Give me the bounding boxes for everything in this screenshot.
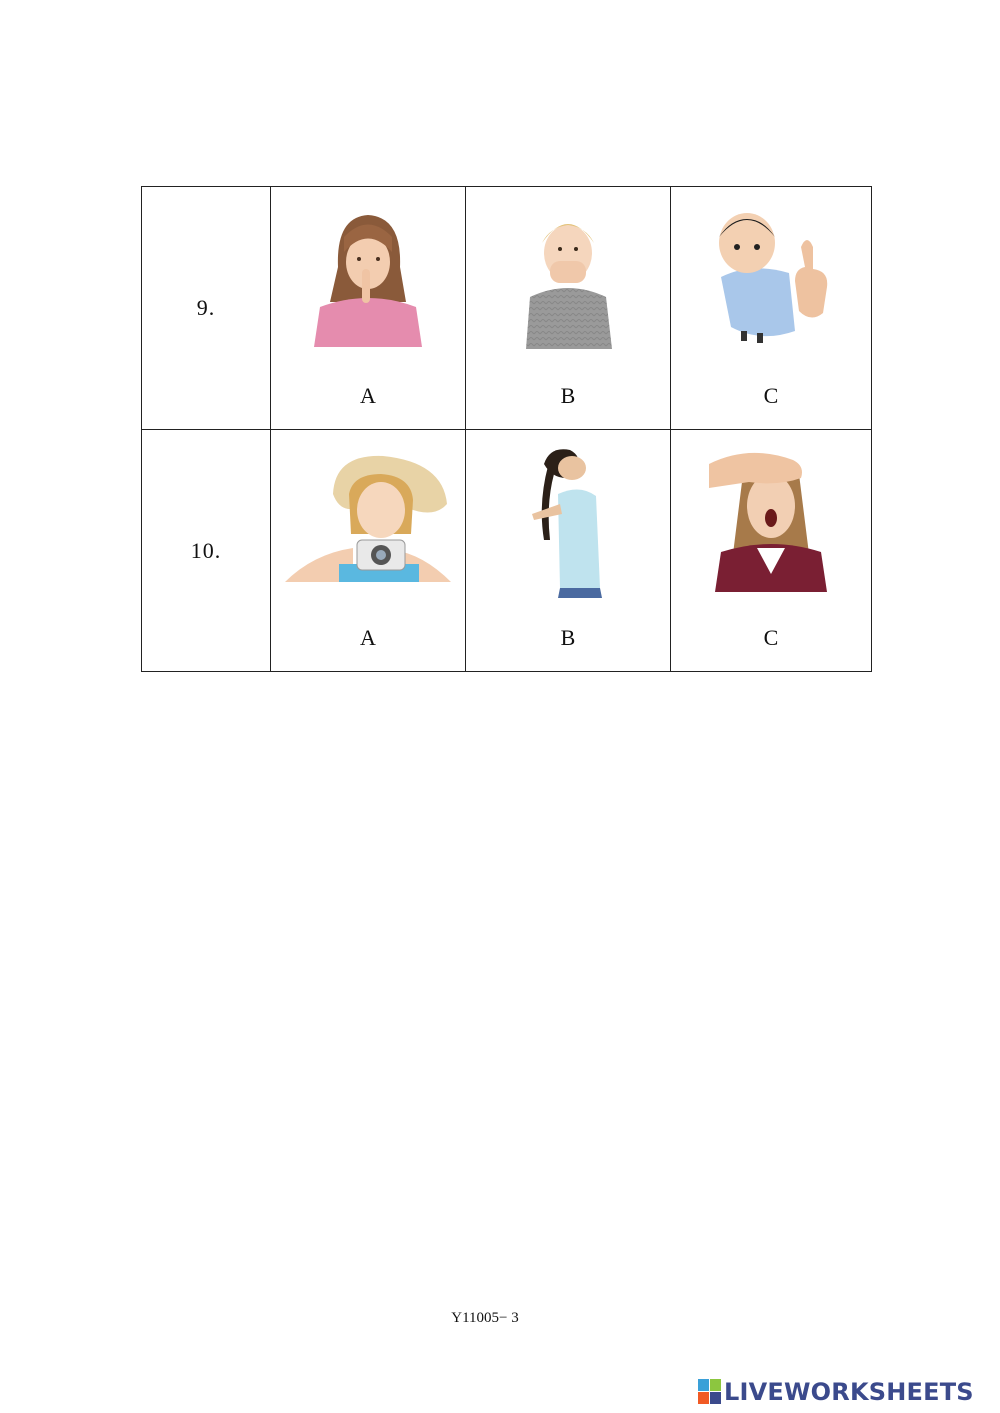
page-footer [0,1310,1000,1327]
liveworksheets-logo[interactable] [698,1378,974,1406]
option-cell-c[interactable] [671,187,872,430]
girl-with-camera-photo [283,454,453,584]
question-row-10 [142,430,872,672]
option-label: B [560,625,576,650]
question-number-cell [142,430,271,672]
question-row-9 [142,187,872,430]
liveworksheets-mark-icon [698,1379,722,1405]
logo-text: LIVEWORKSHEETS [724,1378,974,1406]
girl-thinking-photo [308,207,428,347]
boy-hands-over-mouth-photo [516,205,620,349]
option-label: C [763,625,779,650]
page-code: Y11005− 3 [451,1310,519,1326]
option-label: A [360,625,376,650]
woman-eyes-covered-photo [709,444,833,592]
option-label: B [560,383,576,408]
option-cell-c[interactable] [671,430,872,672]
option-label: A [360,383,376,408]
option-cell-b[interactable] [466,430,671,672]
picture-question-table [141,186,872,672]
question-number-cell [142,187,271,430]
boy-thumbs-up-photo [711,207,831,345]
option-label: C [763,383,779,408]
option-cell-a[interactable] [271,430,466,672]
option-cell-a[interactable] [271,187,466,430]
question-number: 10. [190,537,222,563]
question-number: 9. [196,295,216,320]
girl-stretching-photo [530,444,606,598]
option-cell-b[interactable] [466,187,671,430]
